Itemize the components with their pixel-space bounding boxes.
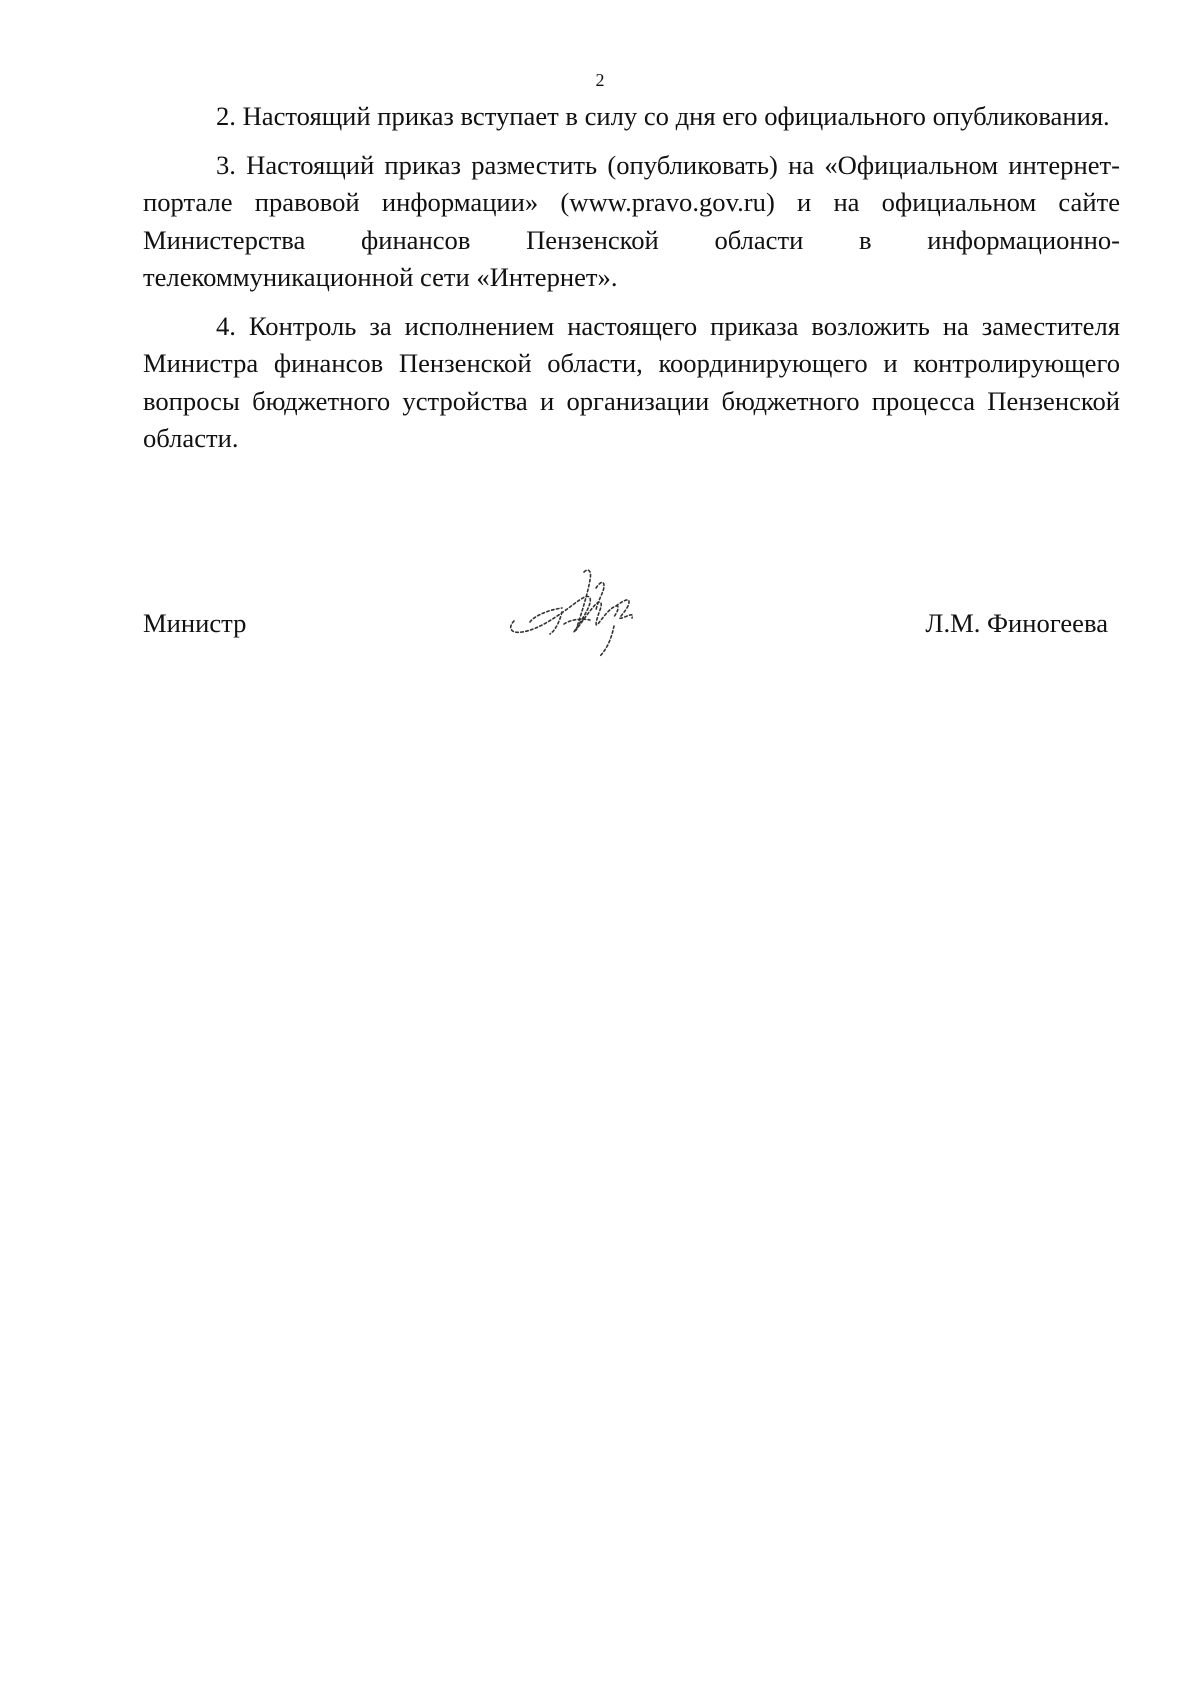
paragraph-2: 2. Настоящий приказ вступает в силу со дня его официального опубликования. [216, 101, 1110, 131]
handwritten-signature-icon [500, 560, 660, 670]
signer-name: Л.М. Финогеева [925, 608, 1108, 638]
document-body [143, 98, 1120, 469]
paragraph-4: 4. Контроль за исполнением настоящего приказа возложить на заместителя Министра финансов Пензенской области, координирующего и контролирующего вопросы бюджетного устройства и организации бюджетного процесса Пензенской области. [143, 310, 1120, 453]
paragraph-3: 3. Настоящий приказ разместить (опубликовать) на «Официальном интернет-портале правовой информации» (www.pravo.gov.ru) и на официальном сайте Министерства финансов Пензенской области в информационно-телекоммуникационной сети «Интернет». [143, 149, 1120, 292]
page-number: 2 [595, 70, 605, 90]
signature-block [143, 560, 1120, 670]
signer-position: Министр [143, 608, 247, 638]
